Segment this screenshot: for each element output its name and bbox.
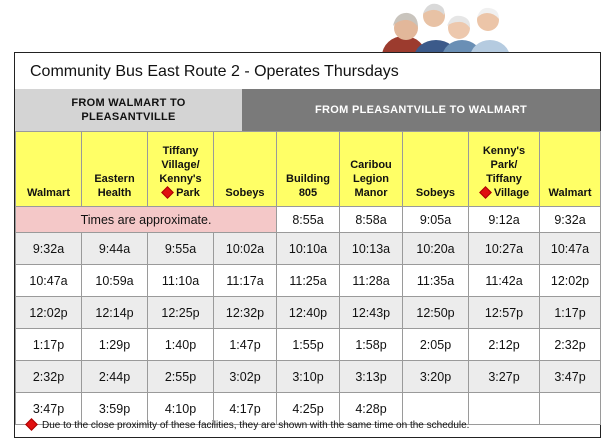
stop-header: Tiffany Village/ Kenny's Park — [148, 132, 214, 207]
time-cell: 10:47a — [16, 265, 82, 297]
proximity-diamond-icon — [161, 186, 174, 199]
time-cell: 1:58p — [340, 329, 403, 361]
time-cell: 2:32p — [540, 329, 601, 361]
time-cell: 1:55p — [277, 329, 340, 361]
time-cell: 3:47p — [16, 393, 82, 425]
time-cell: 9:05a — [403, 207, 469, 233]
time-cell: 9:32a — [16, 233, 82, 265]
time-cell: 12:50p — [403, 297, 469, 329]
time-cell: 9:12a — [469, 207, 540, 233]
proximity-diamond-icon — [479, 186, 492, 199]
time-cell: 2:12p — [469, 329, 540, 361]
time-cell: 2:44p — [82, 361, 148, 393]
time-cell: 10:10a — [277, 233, 340, 265]
direction-outbound-header — [15, 89, 242, 131]
stop-header: Kenny's Park/ Tiffany Village — [469, 132, 540, 207]
direction-inbound-header — [242, 89, 600, 131]
proximity-diamond-icon — [25, 418, 38, 431]
time-cell: 4:25p — [277, 393, 340, 425]
time-cell: 1:47p — [214, 329, 277, 361]
time-cell: 1:17p — [540, 297, 601, 329]
time-cell: 3:13p — [340, 361, 403, 393]
time-cell: 12:57p — [469, 297, 540, 329]
time-cell: 11:25a — [277, 265, 340, 297]
approx-note: Times are approximate. — [16, 207, 277, 233]
stop-header-row — [16, 132, 601, 207]
time-cell: 11:28a — [340, 265, 403, 297]
time-cell: 3:27p — [469, 361, 540, 393]
time-cell: 2:05p — [403, 329, 469, 361]
time-cell: 4:28p — [340, 393, 403, 425]
time-cell: 9:44a — [82, 233, 148, 265]
time-cell: 1:17p — [16, 329, 82, 361]
time-cell: 10:27a — [469, 233, 540, 265]
time-cell: 11:35a — [403, 265, 469, 297]
time-cell: 12:14p — [82, 297, 148, 329]
time-cell: 8:55a — [277, 207, 340, 233]
direction-inbound-label: FROM PLEASANTVILLE TO WALMART — [315, 104, 527, 116]
time-cell: 4:10p — [148, 393, 214, 425]
time-row — [16, 361, 601, 393]
time-cell: 1:40p — [148, 329, 214, 361]
time-cell: 2:32p — [16, 361, 82, 393]
time-cell: 4:17p — [214, 393, 277, 425]
schedule-table — [15, 131, 601, 425]
time-cell: 12:43p — [340, 297, 403, 329]
schedule-frame — [14, 52, 601, 438]
time-cell: 12:02p — [16, 297, 82, 329]
time-cell: 12:02p — [540, 265, 601, 297]
stop-header: Building 805 — [277, 132, 340, 207]
seniors-photo — [382, 0, 613, 54]
time-cell: 3:10p — [277, 361, 340, 393]
time-cell: 12:32p — [214, 297, 277, 329]
time-row — [16, 297, 601, 329]
time-cell: 8:58a — [340, 207, 403, 233]
time-rows — [16, 233, 601, 425]
direction-outbound-label: FROM WALMART TO PLEASANTVILLE — [71, 97, 186, 123]
time-cell: 11:42a — [469, 265, 540, 297]
time-cell: 3:47p — [540, 361, 601, 393]
footnote-text: Due to the close proximity of these facilities, they are shown with the same time on the schedule. — [42, 420, 470, 431]
stop-header: Sobeys — [403, 132, 469, 207]
time-cell: 9:32a — [540, 207, 601, 233]
time-cell: 10:20a — [403, 233, 469, 265]
time-cell: 12:40p — [277, 297, 340, 329]
time-cell: 12:25p — [148, 297, 214, 329]
stop-header: Eastern Health — [82, 132, 148, 207]
schedule-title: Community Bus East Route 2 - Operates Thursdays — [30, 63, 399, 80]
stop-header: Caribou Legion Manor — [340, 132, 403, 207]
footnote — [15, 414, 600, 437]
time-cell: 10:02a — [214, 233, 277, 265]
time-cell: 9:55a — [148, 233, 214, 265]
time-cell: 10:13a — [340, 233, 403, 265]
stop-header: Walmart — [540, 132, 601, 207]
time-cell: 11:17a — [214, 265, 277, 297]
time-cell: 2:55p — [148, 361, 214, 393]
time-cell: 1:29p — [82, 329, 148, 361]
time-cell: 11:10a — [148, 265, 214, 297]
time-cell: 3:20p — [403, 361, 469, 393]
time-cell: 3:02p — [214, 361, 277, 393]
time-row — [16, 329, 601, 361]
stop-header: Sobeys — [214, 132, 277, 207]
time-row — [16, 233, 601, 265]
approx-row — [16, 207, 601, 233]
stop-header: Walmart — [16, 132, 82, 207]
time-cell: 10:59a — [82, 265, 148, 297]
time-cell: 3:59p — [82, 393, 148, 425]
time-row — [16, 265, 601, 297]
time-cell: 10:47a — [540, 233, 601, 265]
